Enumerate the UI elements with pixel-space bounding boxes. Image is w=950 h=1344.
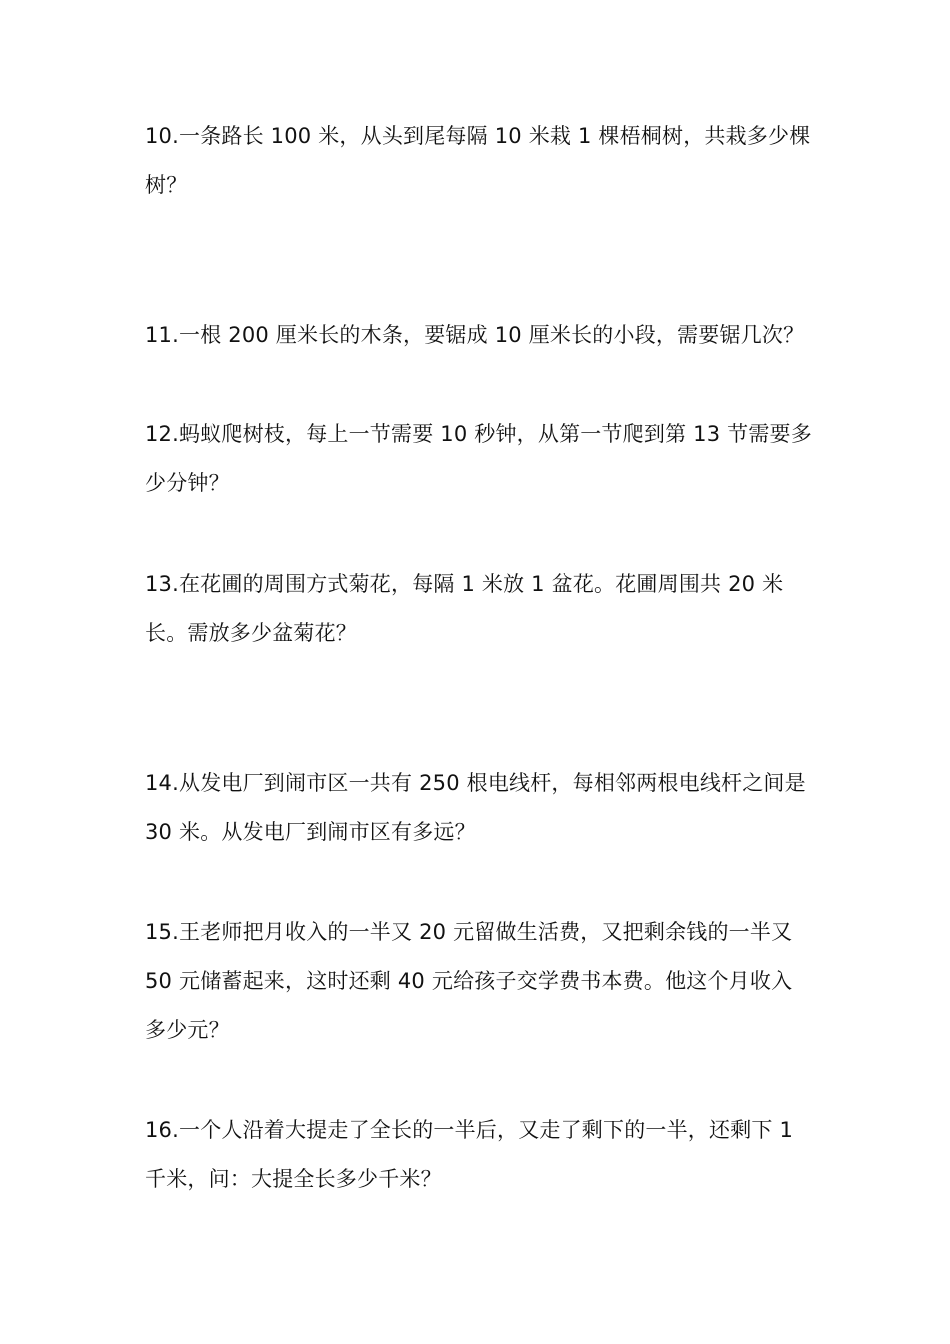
question-15: 15.王老师把月收入的一半又 20 元留做生活费，又把剩余钱的一半又 50 元储蓄起来，这时还剩 40 元给孩子交学费书本费。他这个月收入多少元？ (145, 920, 793, 1042)
question-16: 16.一个人沿着大提走了全长的一半后，又走了剩下的一半，还剩下 1 千米，问：大提全长多少千米？ (145, 1118, 794, 1191)
question-11: 11.一根 200 厘米长的木条，要锯成 10 厘米长的小段，需要锯几次？ (145, 323, 805, 347)
question-12: 12.蚂蚁爬树枝，每上一节需要 10 秒钟，从第一节爬到第 13 节需要多少分钟？ (145, 422, 812, 495)
question-10: 10.一条路长 100 米，从头到尾每隔 10 米栽 1 棵梧桐树，共栽多少棵树？ (145, 124, 811, 197)
question-13: 13.在花圃的周围方式菊花，每隔 1 米放 1 盆花。花圃周围共 20 米长。需放多少盆菊花？ (145, 572, 784, 645)
question-14: 14.从发电厂到闹市区一共有 250 根电线杆，每相邻两根电线杆之间是 30 米。从发电厂到闹市区有多远？ (145, 771, 806, 844)
